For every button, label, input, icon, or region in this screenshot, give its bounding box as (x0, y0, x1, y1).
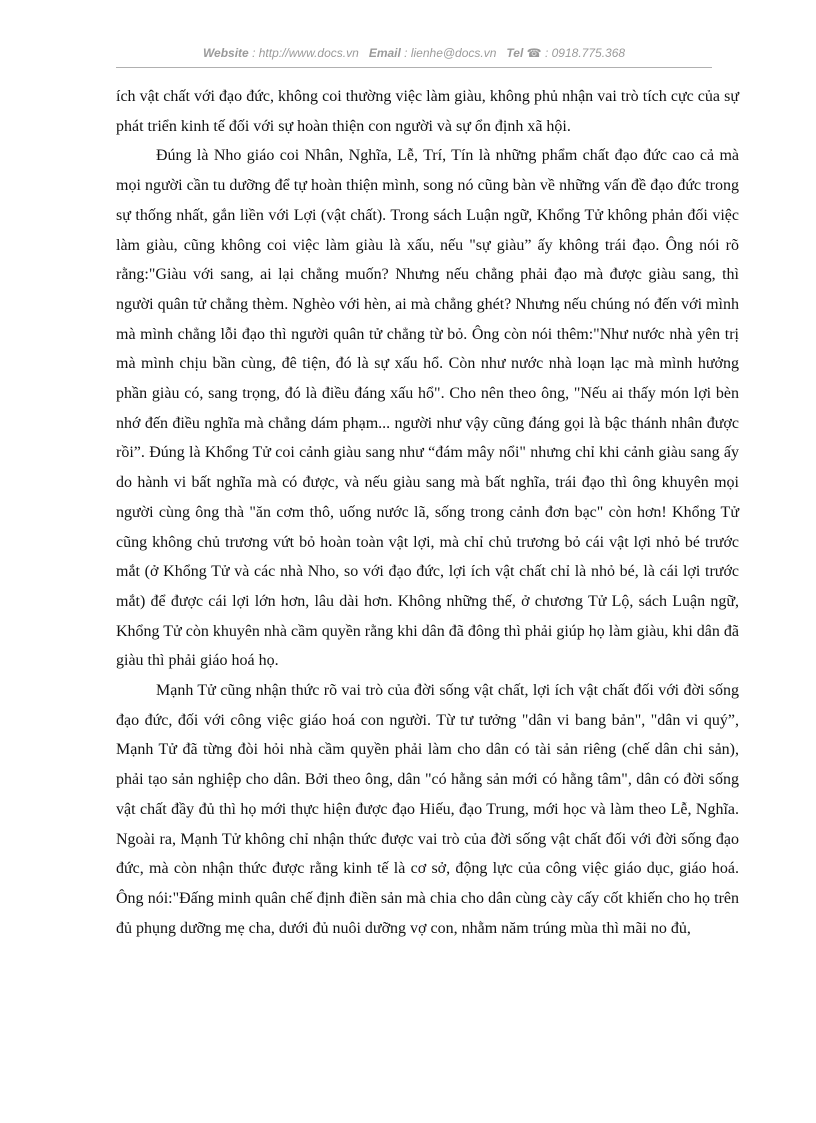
telephone-icon: ☎ (526, 46, 542, 60)
email-label: Email (368, 46, 401, 60)
document-body (116, 82, 739, 943)
website-label: Website (202, 46, 249, 60)
website-value: : http://www.docs.vn (252, 46, 359, 60)
email-value: : lienhe@docs.vn (404, 46, 497, 60)
paragraph-3: Mạnh Tử cũng nhận thức rõ vai trò của đời sống vật chất, lợi ích vật chất đối với đời sống đạo đức, đối với công việc giáo hoá con người. Từ tư tưởng "dân vi bang bản", "dân vi quý”, Mạnh Tử đã từng đòi hỏi nhà cầm quyền phải làm cho dân có tài sản riêng (chế dân chi sản), phải tạo sản nghiệp cho dân. Bởi theo ông, dân "có hằng sản mới có hằng tâm", dân có đời sống vật chất đầy đủ thì họ mới thực hiện được đạo Hiếu, đạo Trung, mới học và làm theo Lễ, Nghĩa. Ngoài ra, Mạnh Tử không chỉ nhận thức được vai trò của đời sống vật chất đối với đời sống đạo đức, mà còn nhận thức được rằng kinh tế là cơ sở, động lực của công việc giáo dục, giáo hoá. Ông nói:"Đấng minh quân chế định điền sản mà chia cho dân cùng cày cấy cốt khiến cho họ trên đủ phụng dưỡng mẹ cha, dưới đủ nuôi dưỡng vợ con, nhằm năm trúng mùa thì mãi no đủ, (116, 682, 739, 937)
header-divider (116, 67, 712, 68)
paragraph-2: Đúng là Nho giáo coi Nhân, Nghĩa, Lễ, Trí, Tín là những phẩm chất đạo đức cao cả mà mọi người cần tu dưỡng để tự hoàn thiện mình, song nó cũng bàn về những vấn đề đạo đức trong sự thống nhất, gắn liền với Lợi (vật chất). Trong sách Luận ngữ, Khổng Tử không phản đối việc làm giàu, cũng không coi việc làm giàu là xấu, nếu "sự giàu” ấy không trái đạo. Ông nói rõ rằng:"Giàu với sang, ai lại chẳng muốn? Nhưng nếu chẳng phải đạo mà được giàu sang, thì người quân tử chẳng thèm. Nghèo với hèn, ai mà chẳng ghét? Nhưng nếu chúng nó đến với mình mà mình chẳng lỗi đạo thì người quân tử chẳng từ bỏ. Ông còn nói thêm:"Như nước nhà yên trị mà mình chịu bần cùng, đê tiện, đó là sự xấu hổ. Còn như nước nhà loạn lạc mà mình hưởng phần giàu có, sang trọng, đó là điều đáng xấu hổ". Cho nên theo ông, "Nếu ai thấy món lợi bèn nhớ đến điều nghĩa mà chẳng dám phạm... người như vậy cũng đáng gọi là bậc thánh nhân được rồi”. Đúng là Khổng Tử coi cảnh giàu sang như “đám mây nổi" nhưng chỉ khi cảnh giàu sang ấy do hành vi bất nghĩa mà có được, và nếu giàu sang mà bất nghĩa, trái đạo thì ông khuyên mọi người cùng ông thà "ăn cơm thô, uống nước lã, sống trong cảnh đơn bạc" còn hơn! Khổng Tử cũng không chủ trương vứt bỏ hoàn toàn vật lợi, mà chỉ chủ trương bỏ cái vật lợi nhỏ bé trước mắt (ở Khổng Tử và các nhà Nho, so với đạo đức, lợi ích vật chất chỉ là nhỏ bé, là cái lợi trước mắt) để được cái lợi lớn hơn, lâu dài hơn. Không những thế, ở chương Tử Lộ, sách Luận ngữ, Khổng Tử còn khuyên nhà cầm quyền rằng khi dân đã đông thì phải giúp họ làm giàu, khi dân đã giàu thì phải giáo hoá họ. (116, 147, 739, 670)
paragraph-1: ích vật chất với đạo đức, không coi thường việc làm giàu, không phủ nhận vai trò tích cực của sự phát triển kinh tế đối với sự hoàn thiện con người và sự ổn định xã hội. (116, 88, 739, 135)
tel-value: : 0918.775.368 (544, 46, 626, 60)
tel-label: Tel (506, 46, 524, 60)
page-header (116, 46, 712, 60)
